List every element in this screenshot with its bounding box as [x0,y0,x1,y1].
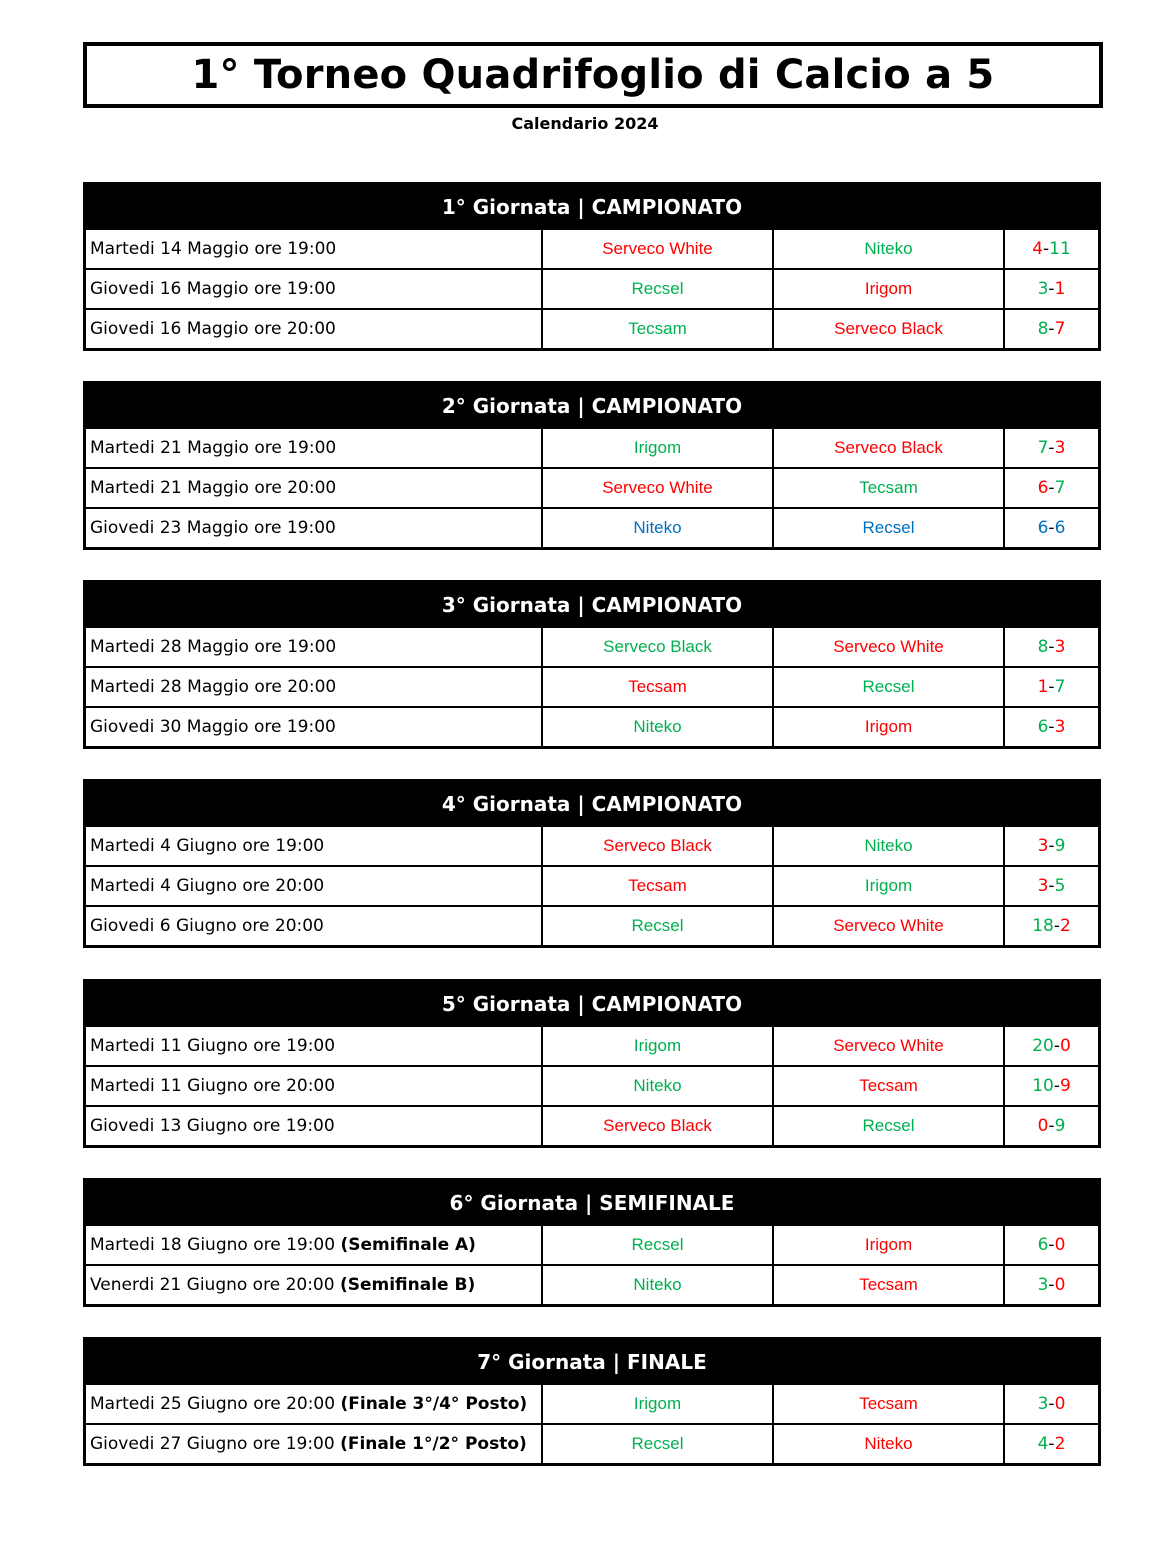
match-date-cell [86,1384,542,1424]
away-team: Irigom [773,269,1004,309]
match-score [1004,866,1098,906]
match-date: Martedi 28 Maggio ore 19:00 [90,637,337,657]
home-team: Serveco White [542,229,773,269]
score-separator: - [1048,876,1055,896]
match-note: (Finale 1°/2° Posto) [340,1434,527,1454]
away-team: Serveco Black [773,309,1004,348]
home-team: Serveco White [542,468,773,508]
score-separator: - [1048,1116,1055,1136]
page-subtitle: Calendario 2024 [511,114,659,133]
away-team: Recsel [773,508,1004,547]
away-goals: 2 [1054,1434,1066,1454]
match-score [1004,1066,1098,1106]
home-goals: 0 [1037,1116,1049,1136]
match-date: Martedi 21 Maggio ore 20:00 [90,478,337,498]
home-team: Serveco Black [542,1106,773,1145]
home-team: Recsel [542,269,773,309]
match-date: Martedi 21 Maggio ore 19:00 [90,438,337,458]
score-separator: - [1048,677,1055,697]
matches-table [86,825,1098,945]
home-team: Niteko [542,1066,773,1106]
away-goals: 1 [1054,279,1066,299]
match-row [86,667,1098,707]
home-goals: 8 [1037,319,1049,339]
away-goals: 0 [1059,1036,1071,1056]
match-row [86,627,1098,667]
match-row [86,468,1098,508]
match-date: Venerdi 21 Giugno ore 20:00 [90,1275,335,1295]
home-goals: 6 [1037,478,1049,498]
match-score [1004,1384,1098,1424]
match-row [86,866,1098,906]
home-goals: 3 [1037,279,1049,299]
away-goals: 3 [1054,438,1066,458]
match-date-cell [86,468,542,508]
round-table [83,182,1101,351]
away-team: Serveco Black [773,428,1004,468]
match-score [1004,1225,1098,1265]
match-score [1004,269,1098,309]
home-team: Niteko [542,1265,773,1304]
home-team: Serveco Black [542,826,773,866]
away-goals: 0 [1054,1235,1066,1255]
match-date: Martedi 11 Giugno ore 19:00 [90,1036,336,1056]
score-separator: - [1048,1434,1055,1454]
home-goals: 3 [1037,1275,1049,1295]
away-team: Niteko [773,229,1004,269]
match-date-cell [86,826,542,866]
match-date-cell [86,1424,542,1463]
round-header: 4° Giornata | CAMPIONATO [86,782,1098,825]
match-date-cell [86,1026,542,1066]
match-note: (Semifinale A) [340,1235,476,1255]
match-row [86,1424,1098,1463]
home-goals: 18 [1032,916,1054,936]
match-date-cell [86,866,542,906]
matches-table [86,1224,1098,1304]
matches-table [86,1025,1098,1145]
match-date-cell [86,667,542,707]
match-row [86,1106,1098,1145]
round-header: 6° Giornata | SEMIFINALE [86,1181,1098,1224]
round-table [83,1337,1101,1466]
away-team: Tecsam [773,1066,1004,1106]
home-goals: 10 [1032,1076,1054,1096]
match-date-cell [86,508,542,547]
match-score [1004,229,1098,269]
home-goals: 3 [1037,876,1049,896]
away-team: Niteko [773,826,1004,866]
match-score [1004,826,1098,866]
away-goals: 0 [1054,1275,1066,1295]
home-team: Serveco Black [542,627,773,667]
match-row [86,229,1098,269]
away-goals: 7 [1054,677,1066,697]
match-date: Martedi 14 Maggio ore 19:00 [90,239,337,259]
away-team: Tecsam [773,1265,1004,1304]
match-date: Giovedi 6 Giugno ore 20:00 [90,916,324,936]
away-team: Irigom [773,1225,1004,1265]
away-goals: 11 [1049,239,1071,259]
match-date: Martedi 25 Giugno ore 20:00 [90,1394,336,1414]
score-separator: - [1048,319,1055,339]
match-date: Martedi 4 Giugno ore 20:00 [90,876,325,896]
round-header: 1° Giornata | CAMPIONATO [86,185,1098,228]
match-date: Martedi 18 Giugno ore 19:00 [90,1235,336,1255]
page-title: 1° Torneo Quadrifoglio di Calcio a 5 [191,52,995,98]
away-goals: 3 [1054,637,1066,657]
matches-table [86,228,1098,348]
home-goals: 4 [1032,239,1044,259]
round-table [83,381,1101,550]
home-goals: 6 [1037,1235,1049,1255]
match-date: Giovedi 27 Giugno ore 19:00 [90,1434,335,1454]
match-row [86,1225,1098,1265]
match-row [86,1384,1098,1424]
match-score [1004,667,1098,707]
match-date: Giovedi 16 Maggio ore 20:00 [90,319,336,339]
match-date-cell [86,1265,542,1304]
match-date: Giovedi 23 Maggio ore 19:00 [90,518,336,538]
match-date-cell [86,269,542,309]
home-goals: 1 [1037,677,1049,697]
home-team: Recsel [542,1424,773,1463]
away-team: Serveco White [773,906,1004,945]
matches-table [86,1383,1098,1463]
home-goals: 6 [1037,518,1049,538]
score-separator: - [1053,916,1060,936]
home-team: Tecsam [542,309,773,348]
round-table [83,779,1101,948]
match-score [1004,1106,1098,1145]
match-score [1004,1265,1098,1304]
match-date: Giovedi 13 Giugno ore 19:00 [90,1116,335,1136]
match-row [86,309,1098,348]
away-goals: 9 [1059,1076,1071,1096]
match-score [1004,1026,1098,1066]
match-row [86,269,1098,309]
match-date: Martedi 28 Maggio ore 20:00 [90,677,337,697]
away-team: Tecsam [773,1384,1004,1424]
score-separator: - [1053,1036,1060,1056]
match-score [1004,309,1098,348]
away-goals: 7 [1054,319,1066,339]
match-score [1004,627,1098,667]
score-separator: - [1048,717,1055,737]
match-date: Martedi 11 Giugno ore 20:00 [90,1076,336,1096]
score-separator: - [1048,279,1055,299]
match-date-cell [86,1066,542,1106]
away-goals: 3 [1054,717,1066,737]
away-goals: 2 [1059,916,1071,936]
match-score [1004,1424,1098,1463]
home-goals: 20 [1032,1036,1054,1056]
score-separator: - [1048,836,1055,856]
match-date: Giovedi 16 Maggio ore 19:00 [90,279,336,299]
match-date: Martedi 4 Giugno ore 19:00 [90,836,325,856]
round-header: 2° Giornata | CAMPIONATO [86,384,1098,427]
round-header: 5° Giornata | CAMPIONATO [86,982,1098,1025]
round-table [83,580,1101,749]
score-separator: - [1048,438,1055,458]
match-date-cell [86,906,542,945]
home-goals: 6 [1037,717,1049,737]
away-team: Niteko [773,1424,1004,1463]
round-header: 3° Giornata | CAMPIONATO [86,583,1098,626]
match-date: Giovedi 30 Maggio ore 19:00 [90,717,336,737]
away-team: Recsel [773,667,1004,707]
away-goals: 5 [1054,876,1066,896]
score-separator: - [1048,518,1055,538]
score-separator: - [1048,1235,1055,1255]
match-score [1004,906,1098,945]
away-team: Tecsam [773,468,1004,508]
score-separator: - [1048,1275,1055,1295]
score-separator: - [1053,1076,1060,1096]
match-date-cell [86,428,542,468]
match-date-cell [86,627,542,667]
score-separator: - [1043,239,1050,259]
away-goals: 9 [1054,1116,1066,1136]
match-score [1004,468,1098,508]
matches-table [86,427,1098,547]
home-goals: 4 [1037,1434,1049,1454]
away-team: Recsel [773,1106,1004,1145]
home-team: Tecsam [542,866,773,906]
away-team: Serveco White [773,627,1004,667]
score-separator: - [1048,1394,1055,1414]
round-header: 7° Giornata | FINALE [86,1340,1098,1383]
home-team: Recsel [542,1225,773,1265]
matches-table [86,626,1098,746]
away-goals: 7 [1054,478,1066,498]
match-date-cell [86,1106,542,1145]
match-row [86,906,1098,945]
home-goals: 8 [1037,637,1049,657]
match-row [86,428,1098,468]
match-note: (Finale 3°/4° Posto) [340,1394,528,1414]
away-goals: 6 [1054,518,1066,538]
away-goals: 9 [1054,836,1066,856]
home-team: Niteko [542,508,773,547]
match-date-cell [86,309,542,348]
home-team: Recsel [542,906,773,945]
score-separator: - [1048,478,1055,498]
away-team: Irigom [773,707,1004,746]
match-row [86,707,1098,746]
match-row [86,1066,1098,1106]
match-note: (Semifinale B) [339,1275,476,1295]
home-team: Tecsam [542,667,773,707]
match-date-cell [86,707,542,746]
match-date-cell [86,1225,542,1265]
away-team: Serveco White [773,1026,1004,1066]
match-score [1004,707,1098,746]
home-goals: 7 [1037,438,1049,458]
home-team: Irigom [542,428,773,468]
home-team: Irigom [542,1026,773,1066]
home-goals: 3 [1037,836,1049,856]
match-row [86,826,1098,866]
away-team: Irigom [773,866,1004,906]
match-row [86,508,1098,547]
home-team: Irigom [542,1384,773,1424]
round-table [83,979,1101,1148]
match-row [86,1026,1098,1066]
match-score [1004,508,1098,547]
match-row [86,1265,1098,1304]
match-date-cell [86,229,542,269]
match-score [1004,428,1098,468]
score-separator: - [1048,637,1055,657]
round-table [83,1178,1101,1307]
home-goals: 3 [1037,1394,1049,1414]
away-goals: 0 [1054,1394,1066,1414]
title-box [83,42,1103,108]
home-team: Niteko [542,707,773,746]
